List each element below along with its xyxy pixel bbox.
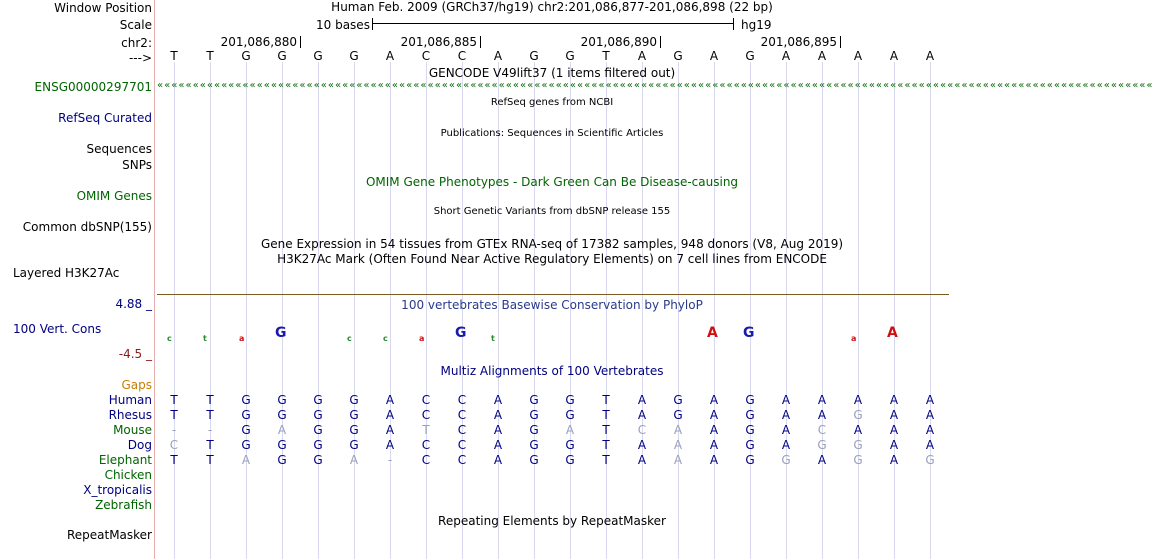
coordinate-tick — [660, 36, 661, 48]
alignment-base: G — [673, 393, 683, 407]
alignment-base: T — [602, 438, 610, 452]
species-label-human[interactable]: Human — [108, 393, 152, 407]
cons-max-label: 4.88 _ — [115, 297, 152, 311]
h3k27ac-track-title: H3K27Ac Mark (Often Found Near Active Regulatory Elements) on 7 cell lines from ENCODE — [277, 252, 827, 266]
scale-label: Scale — [119, 18, 152, 32]
alignment-base: A — [637, 393, 647, 407]
h3k27ac-track-label[interactable]: Layered H3K27Ac — [13, 266, 120, 280]
alignment-base: G — [817, 438, 827, 452]
alignment-base: A — [781, 408, 791, 422]
h3k27ac-baseline — [157, 294, 949, 295]
publications-track-title: Publications: Sequences in Scientific Articles — [440, 128, 664, 139]
scale-bar-left — [372, 18, 373, 30]
reference-base: G — [349, 49, 359, 63]
alignment-base: G — [313, 423, 323, 437]
alignment-base: G — [745, 453, 755, 467]
species-label-elephant[interactable]: Elephant — [98, 453, 152, 467]
grid-line — [390, 62, 391, 559]
scale-bar-right — [733, 18, 734, 30]
alignment-base: A — [673, 453, 683, 467]
position-title: Human Feb. 2009 (GRCh37/hg19) chr2:201,086,877-201,086,898 (22 bp) — [331, 0, 773, 14]
coordinate-label: 201,086,895 — [760, 35, 837, 49]
species-label-chicken[interactable]: Chicken — [104, 468, 152, 482]
alignment-base: A — [781, 438, 791, 452]
alignment-base: - — [387, 453, 393, 467]
alignment-base: G — [781, 453, 791, 467]
grid-line — [714, 62, 715, 559]
reference-base: A — [889, 49, 899, 63]
reference-base: A — [385, 49, 395, 63]
alignment-base: G — [349, 423, 359, 437]
alignment-base: A — [673, 438, 683, 452]
reference-base: C — [457, 49, 467, 63]
alignment-base: T — [602, 453, 610, 467]
alignment-base: C — [817, 423, 827, 437]
alignment-base: G — [349, 408, 359, 422]
scale-text: 10 bases — [316, 18, 370, 32]
grid-line — [930, 62, 931, 559]
gaps-label: Gaps — [121, 378, 152, 392]
alignment-base: A — [637, 453, 647, 467]
grid-line — [282, 62, 283, 559]
reference-base: A — [493, 49, 503, 63]
alignment-base: A — [241, 453, 251, 467]
refseq-track-title: RefSeq genes from NCBI — [490, 97, 614, 108]
alignment-base: T — [602, 423, 610, 437]
alignment-base: A — [493, 453, 503, 467]
alignment-base: A — [493, 438, 503, 452]
alignment-base: A — [889, 453, 899, 467]
alignment-base: A — [853, 423, 863, 437]
alignment-base: A — [709, 423, 719, 437]
alignment-base: A — [781, 393, 791, 407]
strand-label: ---> — [128, 51, 152, 65]
reference-base: G — [529, 49, 539, 63]
species-label-x_tropicalis[interactable]: X_tropicalis — [83, 483, 152, 497]
conservation-mark: a — [239, 334, 245, 343]
dbsnp-track-label[interactable]: Common dbSNP(155) — [22, 220, 152, 234]
alignment-base: G — [349, 393, 359, 407]
grid-line — [822, 62, 823, 559]
conservation-mark: G — [743, 325, 755, 341]
alignment-base: G — [565, 438, 575, 452]
alignment-base: G — [277, 438, 287, 452]
reference-base: G — [277, 49, 287, 63]
assembly-text: hg19 — [741, 18, 772, 32]
reference-base: G — [241, 49, 251, 63]
reference-base: T — [602, 49, 610, 63]
coordinate-tick — [300, 36, 301, 48]
multiz-track-title: Multiz Alignments of 100 Vertebrates — [440, 364, 664, 378]
alignment-base: G — [277, 408, 287, 422]
alignment-base: T — [422, 423, 430, 437]
reference-base: T — [206, 49, 214, 63]
alignment-base: C — [457, 393, 467, 407]
alignment-base: C — [169, 438, 179, 452]
species-label-zebrafish[interactable]: Zebrafish — [95, 498, 152, 512]
alignment-base: A — [565, 423, 575, 437]
grid-line — [858, 62, 859, 559]
window-position-label: Window Position — [54, 1, 152, 15]
alignment-base: G — [277, 453, 287, 467]
omim-track-title: OMIM Gene Phenotypes - Dark Green Can Be Disease-causing — [365, 175, 739, 189]
alignment-base: T — [170, 453, 178, 467]
alignment-base: G — [565, 393, 575, 407]
coordinate-tick — [480, 36, 481, 48]
phylop-track-title: 100 vertebrates Basewise Conservation by PhyloP — [401, 298, 703, 312]
coordinate-label: 201,086,885 — [400, 35, 477, 49]
alignment-base: G — [529, 408, 539, 422]
alignment-base: C — [421, 438, 431, 452]
alignment-base: A — [889, 408, 899, 422]
reference-base: C — [421, 49, 431, 63]
coordinate-label: 201,086,890 — [580, 35, 657, 49]
alignment-base: A — [889, 423, 899, 437]
conservation-mark: A — [707, 325, 718, 341]
reference-base: G — [745, 49, 755, 63]
grid-line — [354, 62, 355, 559]
reference-base: A — [781, 49, 791, 63]
reference-base: G — [313, 49, 323, 63]
chr-label: chr2: — [121, 36, 152, 50]
gencode-track-title: GENCODE V49lift37 (1 items filtered out) — [428, 66, 676, 80]
alignment-base: T — [206, 453, 214, 467]
alignment-base: G — [241, 438, 251, 452]
alignment-base: A — [925, 423, 935, 437]
alignment-base: T — [602, 393, 610, 407]
alignment-base: A — [925, 393, 935, 407]
grid-line — [210, 62, 211, 559]
alignment-base: A — [637, 438, 647, 452]
alignment-base: C — [457, 408, 467, 422]
conservation-mark: G — [455, 325, 467, 341]
alignment-base: C — [637, 423, 647, 437]
alignment-base: C — [421, 408, 431, 422]
alignment-base: T — [206, 393, 214, 407]
grid-line — [246, 62, 247, 559]
grid-line — [894, 62, 895, 559]
alignment-base: G — [853, 408, 863, 422]
alignment-base: A — [385, 438, 395, 452]
alignment-base: A — [709, 438, 719, 452]
alignment-base: T — [206, 408, 214, 422]
alignment-base: C — [457, 438, 467, 452]
repeatmasker-track-label[interactable]: RepeatMasker — [66, 528, 152, 542]
gencode-track-label[interactable]: ENSG00000297701 — [34, 80, 152, 94]
conservation-mark: c — [383, 334, 388, 343]
grid-line — [786, 62, 787, 559]
cons-track-label[interactable]: 100 Vert. Cons — [13, 322, 102, 336]
reference-base: G — [565, 49, 575, 63]
alignment-base: T — [602, 408, 610, 422]
alignment-base: G — [529, 393, 539, 407]
conservation-mark: a — [851, 334, 857, 343]
conservation-mark: G — [275, 325, 287, 341]
alignment-base: G — [313, 438, 323, 452]
alignment-base: G — [529, 453, 539, 467]
refseq-track-label[interactable]: RefSeq Curated — [58, 111, 152, 125]
alignment-base: A — [493, 423, 503, 437]
alignment-base: G — [241, 423, 251, 437]
alignment-base: A — [889, 438, 899, 452]
alignment-base: A — [817, 453, 827, 467]
alignment-base: G — [565, 408, 575, 422]
reference-base: A — [853, 49, 863, 63]
gencode-gene-feature[interactable]: «««««««««««««««««««««««««««««««««««««««««««««««««««««««««««««««««««««««««««««««««««««««««««««««««««««««««««««««««««««««««««««««««««««««««««« — [157, 80, 1154, 91]
repeatmasker-track-title: Repeating Elements by RepeatMasker — [438, 514, 666, 528]
sequences-track-label[interactable]: Sequences — [86, 142, 152, 156]
alignment-base: A — [925, 438, 935, 452]
alignment-base: A — [709, 393, 719, 407]
species-label-rhesus[interactable]: Rhesus — [108, 408, 152, 422]
alignment-base: A — [277, 423, 287, 437]
reference-base: G — [673, 49, 683, 63]
alignment-base: A — [709, 408, 719, 422]
conservation-mark: c — [167, 334, 172, 343]
alignment-base: A — [889, 393, 899, 407]
alignment-base: A — [385, 423, 395, 437]
grid-line — [750, 62, 751, 559]
reference-base: A — [709, 49, 719, 63]
alignment-base: A — [853, 393, 863, 407]
alignment-base: T — [170, 393, 178, 407]
grid-line — [318, 62, 319, 559]
conservation-mark: t — [203, 334, 207, 343]
alignment-base: G — [313, 453, 323, 467]
conservation-mark: A — [887, 325, 898, 341]
alignment-base: A — [493, 393, 503, 407]
alignment-base: G — [313, 393, 323, 407]
conservation-mark: t — [491, 334, 495, 343]
alignment-base: - — [207, 423, 213, 437]
alignment-base: A — [673, 423, 683, 437]
reference-base: T — [170, 49, 178, 63]
alignment-base: A — [781, 423, 791, 437]
alignment-base: A — [637, 408, 647, 422]
alignment-base: C — [421, 393, 431, 407]
snps-track-label[interactable]: SNPs — [122, 158, 152, 172]
omim-track-label[interactable]: OMIM Genes — [76, 189, 152, 203]
alignment-base: G — [349, 438, 359, 452]
alignment-base: C — [421, 453, 431, 467]
alignment-base: C — [457, 423, 467, 437]
alignment-base: G — [745, 408, 755, 422]
alignment-base: - — [171, 423, 177, 437]
reference-base: A — [637, 49, 647, 63]
alignment-base: A — [817, 393, 827, 407]
alignment-base: C — [457, 453, 467, 467]
alignment-base: A — [493, 408, 503, 422]
coordinate-label: 201,086,880 — [220, 35, 297, 49]
species-label-mouse[interactable]: Mouse — [113, 423, 152, 437]
alignment-base: G — [529, 438, 539, 452]
alignment-base: A — [385, 393, 395, 407]
scale-bar — [372, 23, 733, 24]
cons-min-label: -4.5 _ — [118, 347, 152, 361]
alignment-base: G — [925, 453, 935, 467]
grid-line — [174, 62, 175, 559]
dbsnp-track-title: Short Genetic Variants from dbSNP release 155 — [433, 206, 671, 217]
reference-base: A — [817, 49, 827, 63]
alignment-base: G — [241, 408, 251, 422]
alignment-base: A — [817, 408, 827, 422]
alignment-base: G — [673, 408, 683, 422]
alignment-base: G — [565, 453, 575, 467]
species-label-dog[interactable]: Dog — [127, 438, 152, 452]
alignment-base: T — [170, 408, 178, 422]
alignment-base: G — [745, 438, 755, 452]
alignment-base: A — [385, 408, 395, 422]
alignment-base: T — [206, 438, 214, 452]
coordinate-tick — [840, 36, 841, 48]
panel-divider — [154, 0, 155, 559]
alignment-base: G — [853, 453, 863, 467]
alignment-base: A — [349, 453, 359, 467]
track-label-panel — [0, 0, 154, 559]
reference-base: A — [925, 49, 935, 63]
conservation-mark: c — [347, 334, 352, 343]
alignment-base: G — [241, 393, 251, 407]
alignment-base: G — [277, 393, 287, 407]
conservation-mark: a — [419, 334, 425, 343]
alignment-base: G — [853, 438, 863, 452]
alignment-base: A — [925, 408, 935, 422]
alignment-base: A — [709, 453, 719, 467]
alignment-base: G — [745, 423, 755, 437]
alignment-base: G — [313, 408, 323, 422]
gtex-track-title: Gene Expression in 54 tissues from GTEx RNA-seq of 17382 samples, 948 donors (V8, Aug 2019) — [260, 237, 844, 251]
alignment-base: G — [529, 423, 539, 437]
alignment-base: G — [745, 393, 755, 407]
